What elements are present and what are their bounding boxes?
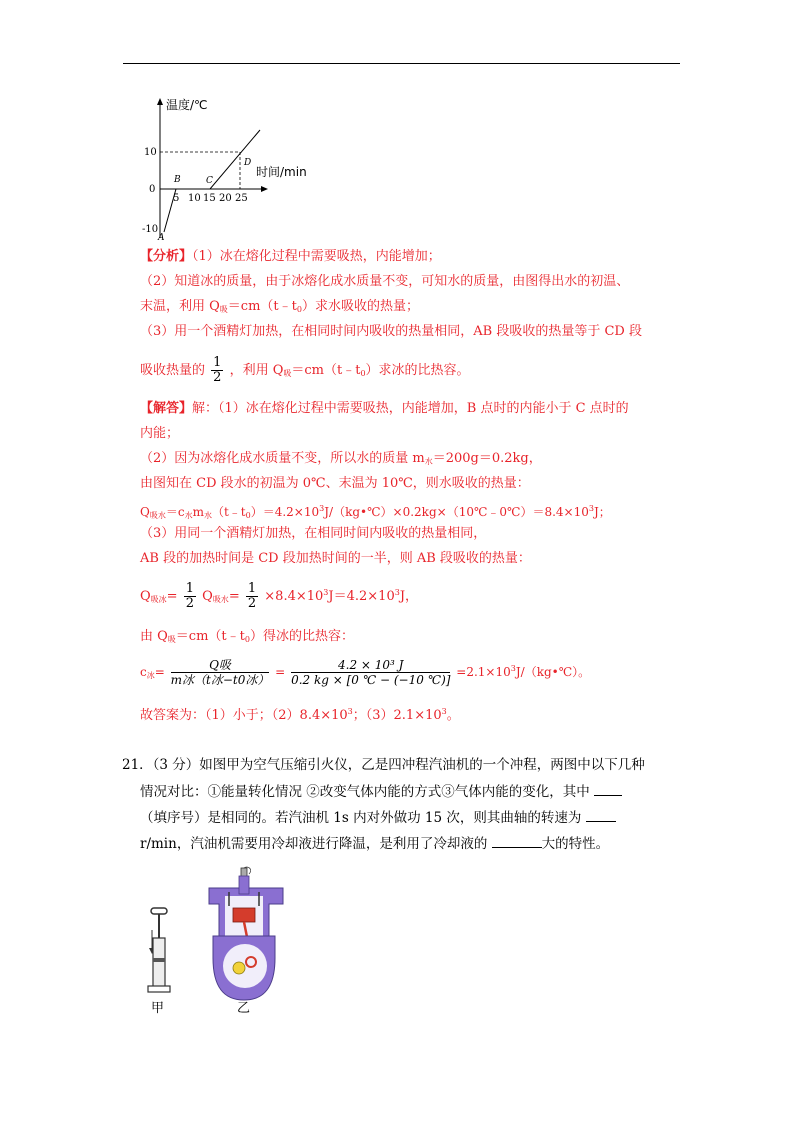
question-21-line-2: 情况对比：①能量转化情况 ②改变气体内能的方式③气体内能的变化，其中 xyxy=(140,781,622,802)
answer-blank-2 xyxy=(586,807,616,822)
solution-line-3: 由图知在 CD 段水的初温为 0℃、末温为 10℃，则水吸收的热量： xyxy=(140,476,530,491)
y-axis-label: 温度/℃ xyxy=(166,98,208,112)
answer-blank-3 xyxy=(492,833,542,848)
header-rule xyxy=(123,63,680,64)
question-21-line-4: r/min，汽油机需要用冷却液进行降温，是利用了冷却液的 大的特性。 xyxy=(140,833,609,854)
solution-line-8: 由 $Q_吸=cm(t﹣t_0)$得冰的比热容： xyxy=(140,629,354,644)
solution-line-9: $c_冰=$ $\frac{\text{Q吸}}{\text{m冰（t冰−t0冰）}}$ = $\frac{\text{4.2 × 10³ J}}{0.2 kg \times [0 ℃ - (-10 ℃)]}$ $=2.1\times 10^3J/(kg•℃)$。 xyxy=(140,658,591,687)
y-axis-arrow-icon xyxy=(157,98,163,105)
x-axis-arrow-icon xyxy=(261,186,268,192)
solution-line-7: $Q_{吸冰}=$ $\frac{1}{2}$ $Q_{吸水}=$ $\frac{1}{2}$ $\times 8.4\times 10^3J=4.2\times 10^3J$， xyxy=(140,581,419,611)
question-21-line-1: 21．（3 分）如图甲为空气压缩引火仪，乙是四冲程汽油机的一个冲程，两图中以下几种 xyxy=(122,757,645,773)
solution-line-4: $Q_{吸水}=c_水m_水(t﹣t_0)=4.2\times 10^3J/(kg•℃)\times 0.2kg\times(10℃﹣0℃)=8.4\times 10^3J$； xyxy=(140,504,611,520)
analysis-line-4: （3）用一个酒精灯加热，在相同时间内吸收的热量相同，AB 段吸收的热量等于 CD 段 xyxy=(140,324,642,339)
x-tick-label: 15 xyxy=(203,193,216,204)
air-compression-igniter-figure xyxy=(140,900,180,1020)
analysis-line-1: 【分析】（1）冰在熔化过程中需要吸热，内能增加； xyxy=(140,249,441,264)
x-tick-label: 10 xyxy=(188,193,201,204)
x-tick-label: 20 xyxy=(219,193,232,204)
temperature-time-graph xyxy=(138,92,338,242)
analysis-line-5: 吸收热量的 $\frac{1}{2}$ ，利用 $Q_吸=cm(t﹣t_0)$求冰的比热容。 xyxy=(140,355,470,385)
solution-answer-line: 故答案为：（1）小于；$(2)8.4\times 10^3$；$(3)2.1\times 10^3$。 xyxy=(140,707,460,723)
x-tick-label: 5 xyxy=(173,193,180,204)
x-tick-label: 25 xyxy=(235,193,248,204)
y-tick-label: 10 xyxy=(144,147,157,158)
specific-heat-fraction: $\frac{\text{Q吸}}{\text{m冰（t冰−t0冰）}}$ xyxy=(170,658,270,687)
solution-line-1: 【解答】解：（1）冰在熔化过程中需要吸热，内能增加，B 点时的内能小于 C 点时的 xyxy=(140,401,629,416)
analysis-line-3: 末温，利用 $Q_吸=cm(t﹣t_0)$求水吸收的热量； xyxy=(140,299,419,314)
x-axis-label: 时间/min xyxy=(256,165,307,179)
fraction-one-half: $\frac{1}{2}$ xyxy=(247,581,257,611)
figure-label-right: 乙 xyxy=(237,1001,251,1016)
gasoline-engine-figure xyxy=(205,866,290,1016)
figure-label-left: 甲 xyxy=(151,1001,165,1016)
answer-blank-1 xyxy=(594,781,622,796)
point-label-d: D xyxy=(244,158,252,168)
point-label-b: B xyxy=(174,175,181,185)
fraction-one-half: $\frac{1}{2}$ xyxy=(185,581,194,611)
fraction-one-half: $\frac{1}{2}$ xyxy=(213,355,222,385)
solution-line-6: AB 段的加热时间是 CD 段加热时间的一半，则 AB 段吸收的热量： xyxy=(140,551,531,566)
y-tick-label: 0 xyxy=(149,184,156,195)
y-tick-label: -10 xyxy=(142,224,159,235)
solution-line-1b: 内能； xyxy=(140,426,180,441)
solution-line-5: （3）用同一个酒精灯加热，在相同时间内吸收的热量相同， xyxy=(140,526,487,541)
analysis-line-2: （2）知道冰的质量，由于冰熔化成水质量不变，可知水的质量，由图得出水的初温、 xyxy=(140,274,630,289)
specific-heat-numeric-fraction: $\frac{\text{4.2 × 10³ J}}{0.2 kg \times [0 ℃ - (-10 ℃)]}$ xyxy=(291,658,451,687)
point-label-c: C xyxy=(206,176,213,186)
question-21-line-3: （填序号）是相同的。若汽油机 1s 内对外做功 15 次，则其曲轴的转速为 xyxy=(140,807,616,828)
solution-line-2: （2）因为冰熔化成水质量不变，所以水的质量 $m_水=200g=0.2kg$， xyxy=(140,451,542,466)
point-label-a: A xyxy=(158,233,165,242)
